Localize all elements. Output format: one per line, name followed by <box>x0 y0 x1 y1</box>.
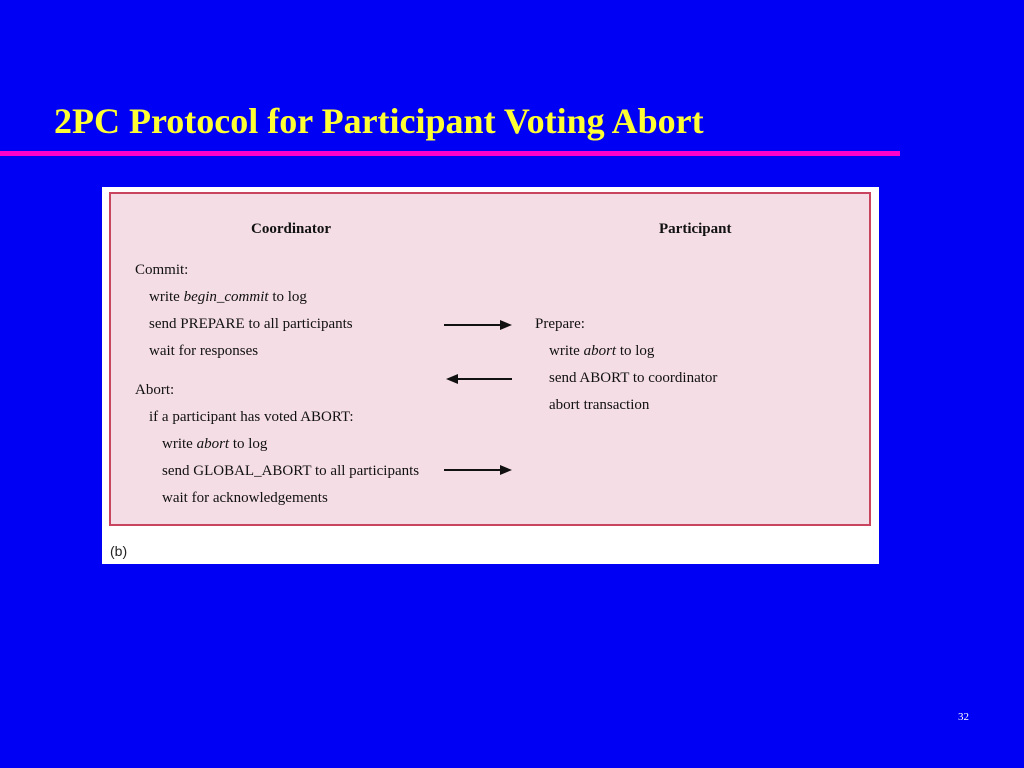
protocol-figure <box>102 187 879 564</box>
slide-title: 2PC Protocol for Participant Voting Abort <box>54 101 704 141</box>
send-prepare-line: send PREPARE to all participants <box>149 316 353 332</box>
if-voted-abort-line: if a participant has voted ABORT: <box>149 409 354 425</box>
send-global-abort-line: send GLOBAL_ABORT to all participants <box>162 463 420 479</box>
figure-label: (b) <box>110 543 128 559</box>
abort-transaction-line: abort transaction <box>549 397 650 413</box>
coordinator-header: Coordinator <box>251 221 331 237</box>
prepare-arrow-right <box>444 318 514 332</box>
title-underline <box>0 151 900 156</box>
participant-header: Participant <box>659 221 732 237</box>
send-abort-line: send ABORT to coordinator <box>549 370 718 386</box>
protocol-panel <box>109 192 871 526</box>
page-number: 32 <box>958 711 969 723</box>
abort-label: Abort: <box>135 382 175 398</box>
global-abort-arrow-right <box>444 463 514 477</box>
prepare-label: Prepare: <box>535 316 585 332</box>
participant-write-line: write abort to log <box>549 343 655 359</box>
wait-acks-line: wait for acknowledgements <box>162 490 328 506</box>
abort-vote-arrow-left <box>444 372 514 386</box>
abort-write-line: write abort to log <box>162 436 268 452</box>
commit-write-line: write begin_commit to log <box>149 289 307 305</box>
commit-label: Commit: <box>135 262 189 278</box>
wait-responses-line: wait for responses <box>149 343 259 359</box>
